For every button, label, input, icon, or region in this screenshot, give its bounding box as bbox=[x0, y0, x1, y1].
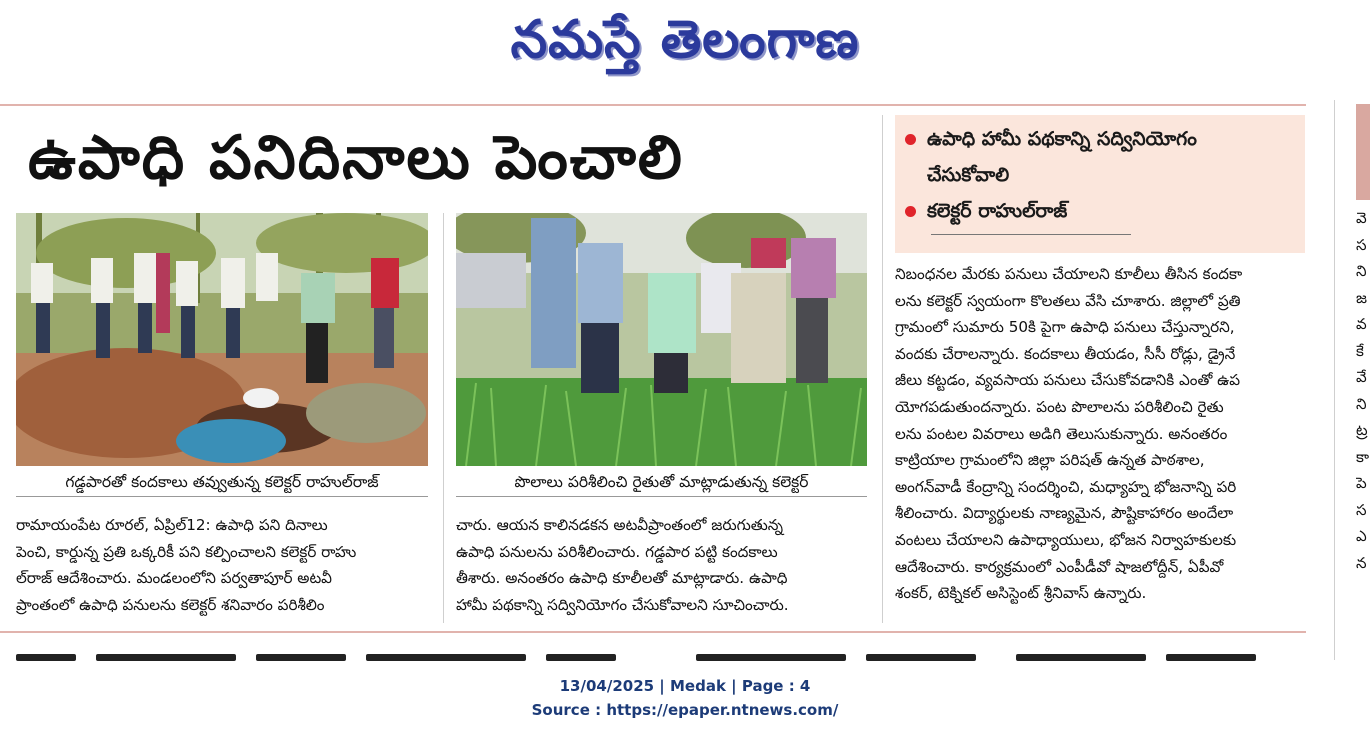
body-line: తీశారు. అనంతరం ఉపాధి కూలీలతో మాట్లాడారు. ఉపాధి bbox=[456, 569, 788, 588]
source-link[interactable]: Source : https://epaper.ntnews.com/ bbox=[531, 701, 839, 719]
body-line: లను పంటల వివరాలు అడిగి తెలుసుకున్నారు. అనంతరం bbox=[895, 424, 1228, 443]
highlight-item-1 bbox=[927, 121, 1293, 193]
edition-info: 13/04/2025 | Medak | Page : 4 bbox=[559, 677, 811, 695]
fragment-line: స bbox=[1356, 500, 1367, 519]
highlight-text-1: ఉపాధి హామీ పథకాన్ని సద్వినియోగం bbox=[927, 128, 1197, 150]
epaper-footer bbox=[0, 674, 1370, 722]
fragment-line: ఎ bbox=[1356, 527, 1367, 545]
highlight-text-1-cont: చేసుకోవాలి bbox=[927, 164, 1010, 186]
photo-collector-digging bbox=[16, 213, 428, 466]
body-line: గ్రామంలో సుమారు 50కి పైగా ఉపాధి పనులు చేస్తున్నారని, bbox=[895, 318, 1235, 337]
fragment-line: పె bbox=[1356, 474, 1367, 492]
body-line: హామీ పథకాన్ని సద్వినియోగం చేసుకోవాలని సూచించారు. bbox=[456, 595, 789, 614]
masthead bbox=[0, 0, 1370, 86]
article-column-2 bbox=[456, 512, 870, 618]
body-line: చారు. ఆయన కాలినడకన అటవీప్రాంతంలో జరుగుతున్న bbox=[456, 516, 783, 534]
body-line: రామాయంపేట రూరల్, ఏప్రిల్12: ఉపాధి పని దినాలు bbox=[16, 516, 328, 534]
bottom-divider bbox=[0, 631, 1306, 633]
body-line: లను కలెక్టర్ స్వయంగా కొలతలు వేసి చూశారు. జిల్లాలో ప్రతి bbox=[895, 291, 1241, 310]
fragment-line: వ bbox=[1356, 315, 1367, 333]
body-line: ల్‌రాజ్ ఆదేశించారు. మండలంలోని పర్వతాపూర్ అటవీ bbox=[16, 569, 332, 588]
body-line: యోగపడుతుందన్నారు. పంట పొలాలను పరిశీలించి రైతు bbox=[895, 397, 1224, 416]
column-divider bbox=[443, 213, 444, 623]
top-divider bbox=[0, 104, 1306, 106]
highlight-box bbox=[895, 115, 1305, 253]
adjacent-text-fragment bbox=[1356, 205, 1370, 576]
body-line: అంగన్‌వాడీ కేంద్రాన్ని సందర్శించి, మధ్యాహ్న భోజనాన్ని పరి bbox=[895, 477, 1237, 496]
fragment-line: కే bbox=[1356, 341, 1364, 360]
fragment-line: స bbox=[1356, 235, 1367, 254]
body-line: ప్రాంతంలో ఉపాధి పనులను కలెక్టర్ శనివారం పరిశీలిం bbox=[16, 595, 325, 614]
fragment-line: వె bbox=[1356, 209, 1367, 227]
fragment-line: ని bbox=[1356, 394, 1367, 413]
body-line: ఆదేశించారు. కార్యక్రమంలో ఎంపీడీవో షాజలోద్దీన్, ఏపీవో bbox=[895, 557, 1224, 576]
bullet-icon bbox=[905, 134, 916, 145]
fragment-line: ని bbox=[1356, 262, 1367, 280]
page-edge-divider bbox=[1334, 100, 1335, 660]
highlight-underline bbox=[931, 234, 1131, 235]
body-line: కాట్రియాల గ్రామంలోని జిల్లా పరిషత్ ఉన్నత పాఠశాల, bbox=[895, 451, 1205, 470]
body-line: ఉపాధి పనులను పరిశీలించారు. గడ్డపార పట్టి కందకాలు bbox=[456, 542, 778, 561]
fragment-line: న bbox=[1356, 553, 1367, 572]
fragment-line: కా bbox=[1356, 447, 1370, 466]
fragment-line: ట్ర bbox=[1356, 421, 1368, 439]
article-column-1 bbox=[16, 512, 434, 618]
body-line: పెంచి, కార్డున్న ప్రతి ఒక్కరికీ పని కల్పించాలని కలెక్టర్ రాహు bbox=[16, 542, 357, 561]
bullet-icon bbox=[905, 206, 916, 217]
photo-collector-field bbox=[456, 213, 867, 466]
photo2-caption: పొలాలు పరిశీలించి రైతుతో మాట్లాడుతున్న కలెక్టర్ bbox=[456, 467, 867, 497]
next-article-cutoff bbox=[16, 652, 1306, 662]
newspaper-logo: నమస్తే తెలంగాణ bbox=[510, 10, 860, 70]
body-line: జీలు కట్టడం, వ్యవసాయ పనులు చేసుకోవడానికి ఎంతో ఉప bbox=[895, 371, 1241, 390]
fragment-line: వే bbox=[1356, 368, 1367, 386]
article-column-3 bbox=[895, 261, 1308, 607]
body-line: వంటలు చేయాలని ఉపాధ్యాయులు, భోజన నిర్వాహకులకు bbox=[895, 530, 1237, 549]
column-divider bbox=[882, 115, 883, 623]
body-line: వందకు చేరాలన్నారు. కందకాలు తీయడం, సీసీ రోడ్లు, డ్రైనే bbox=[895, 344, 1236, 363]
highlight-item-2 bbox=[927, 193, 1293, 229]
fragment-line: జ bbox=[1356, 288, 1367, 307]
highlight-text-2: కలెక్టర్ రాహుల్‌రాజ్ bbox=[927, 200, 1068, 222]
body-line: నిబంధనల మేరకు పనులు చేయాలని కూలీలు తీసిన కందకా bbox=[895, 265, 1243, 283]
body-line: శంకర్, టెక్నికల్ అసిస్టెంట్ శ్రీనివాస్ ఉన్నారు. bbox=[895, 584, 1147, 603]
body-line: శీలించారు. విద్యార్థులకు నాణ్యమైన, పౌష్టికాహారం అందేలా bbox=[895, 504, 1234, 523]
adjacent-photo-fragment bbox=[1356, 104, 1370, 200]
article-headline: ఉపాధి పనిదినాలు పెంచాలి bbox=[28, 123, 684, 193]
photo1-caption: గడ్డపారతో కందకాలు తవ్వుతున్న కలెక్టర్ రాహుల్‌రాజ్ bbox=[16, 467, 428, 497]
